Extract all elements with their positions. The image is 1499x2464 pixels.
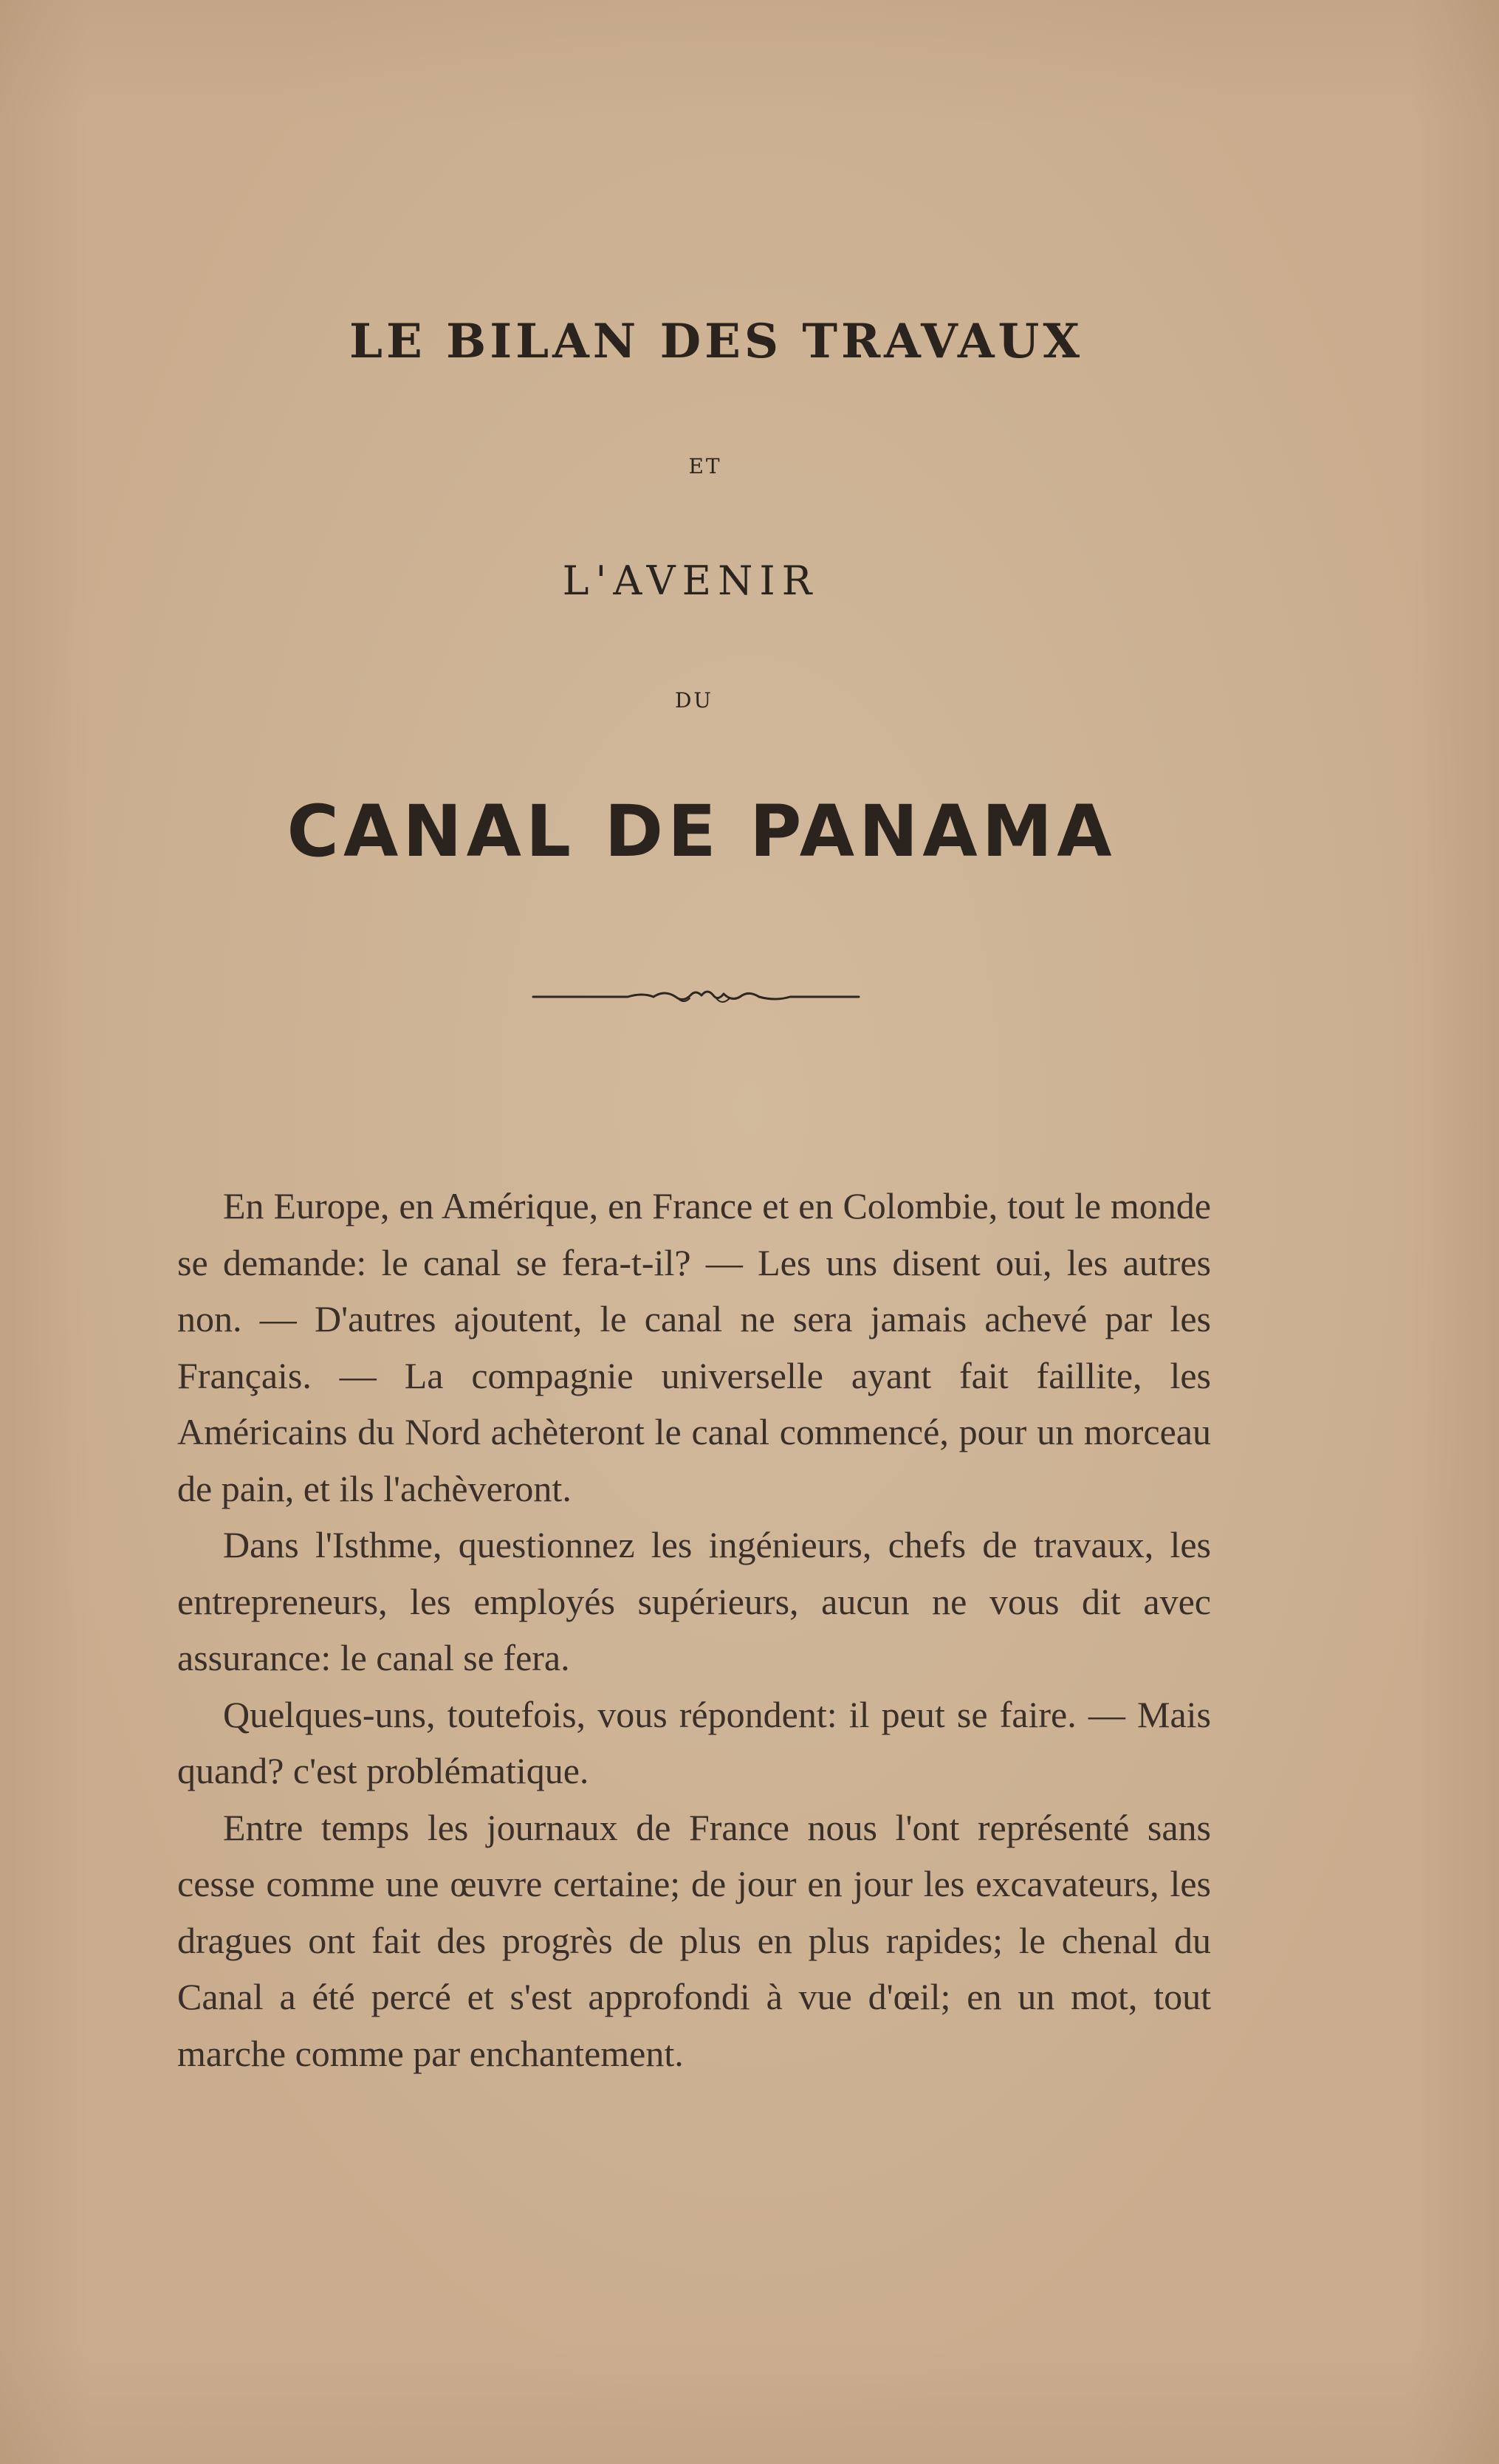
- ornament-divider-icon: [532, 982, 860, 1012]
- title-line-1: LE BILAN DES TRAVAUX: [349, 314, 1083, 369]
- paragraph-2: Dans l'Isthme, questionnez les ingénieurs, chefs de travaux, les entrepreneurs, les employés supérieurs, aucun ne vous dit avec assurance: le canal se fera.: [177, 1524, 1211, 1678]
- title-connector-du: DU: [674, 688, 714, 713]
- paragraph-4: Entre temps les journaux de France nous l'ont représenté sans cesse comme une œuvre certaine; de jour en jour les excavateurs, les dragues ont fait des progrès de plus en plus rapides; le chenal du Canal a été percé et s'est approfondi à vue d'œil; en un mot, tout marche comme par enchantement.: [177, 1806, 1211, 2074]
- title-line-2: L'AVENIR: [562, 557, 819, 604]
- paragraph-1: En Europe, en Amérique, en France et en Colombie, tout le monde se demande: le canal se fera-t-il? — Les uns disent oui, les autres non. — D'autres ajoutent, le canal ne sera jamais achevé par les Français. — La compagnie universelle ayant fait faillite, les Américains du Nord achèteront le canal commencé, pour un morceau de pain, et ils l'achèveront.: [177, 1185, 1211, 1509]
- body-text: [177, 1178, 1211, 2082]
- title-connector-et: ET: [688, 454, 722, 478]
- title-line-3: CANAL DE PANAMA: [287, 790, 1116, 873]
- paragraph-3: Quelques-uns, toutefois, vous répondent: il peut se faire. — Mais quand? c'est problématique.: [177, 1693, 1211, 1791]
